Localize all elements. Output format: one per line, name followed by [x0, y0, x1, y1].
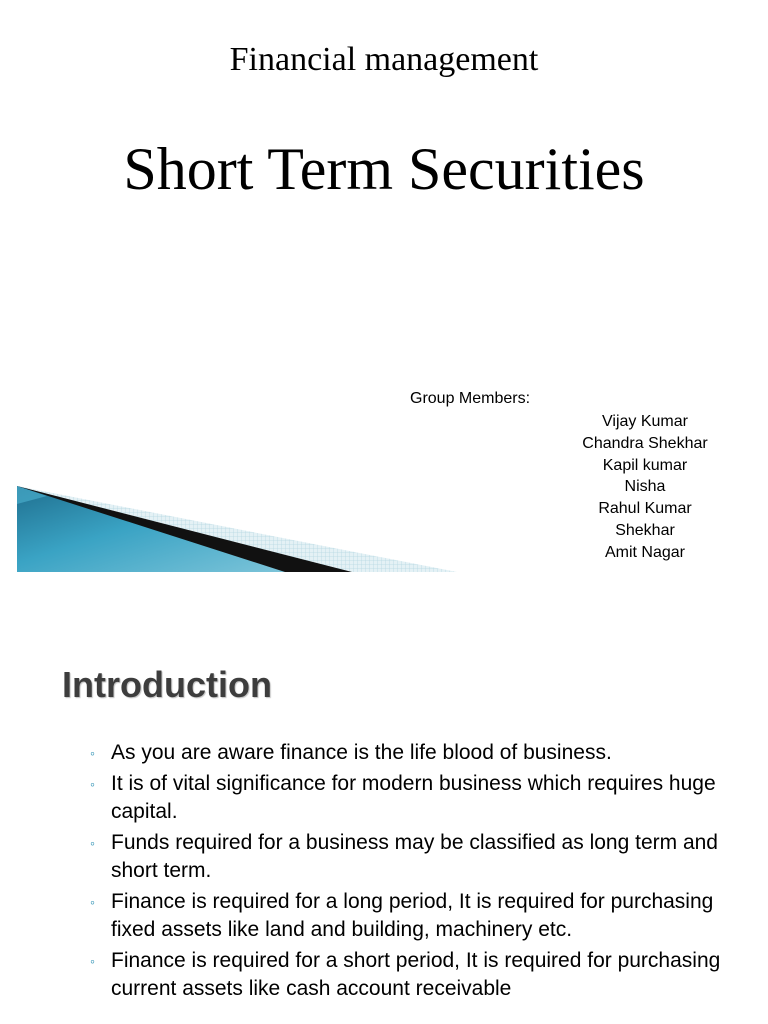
- bullet-text: It is of vital significance for modern business which requires huge capital.: [111, 772, 716, 823]
- member-name: Nisha: [624, 478, 666, 496]
- member-name: Vijay Kumar: [602, 413, 688, 430]
- member-name: Shekhar: [615, 521, 675, 539]
- bullet-circle-icon: ◦: [90, 953, 95, 969]
- bullet-text: Finance is required for a long period, It is required for purchasing fixed assets like land and building, machinery etc.: [111, 890, 714, 941]
- member-name: Kapil kumar: [602, 456, 688, 474]
- slide-title-text: Short Term Securities: [123, 136, 645, 202]
- member-name: Amit Nagar: [604, 543, 686, 561]
- bullet-text: Finance is required for a short period, It is required for purchasing current assets like cash account receivable: [111, 949, 721, 1000]
- list-item: [90, 829, 730, 885]
- list-item: [90, 947, 730, 1003]
- introduction-bullet-list: [90, 739, 730, 1006]
- bullet-circle-icon: ◦: [90, 776, 95, 792]
- member-name: Chandra Shekhar: [582, 434, 708, 452]
- bullet-circle-icon: ◦: [90, 835, 95, 851]
- introduction-heading: Introduction: [62, 664, 272, 705]
- bullet-text: Funds required for a business may be classified as long term and short term.: [111, 831, 718, 882]
- decorative-wedge-graphic: [17, 484, 457, 574]
- group-members-list: [540, 411, 750, 564]
- bullet-text: As you are aware finance is the life blood of business.: [111, 741, 612, 764]
- member-name: Rahul Kumar: [598, 500, 692, 518]
- group-members-heading: Group Members:: [410, 390, 531, 407]
- bullet-circle-icon: ◦: [90, 894, 95, 910]
- slide-introduction: [0, 595, 768, 1024]
- list-item: [90, 888, 730, 944]
- bullet-circle-icon: ◦: [90, 745, 95, 761]
- list-item: [90, 739, 730, 767]
- slide-subtitle: Financial management: [229, 41, 539, 78]
- list-item: [90, 770, 730, 826]
